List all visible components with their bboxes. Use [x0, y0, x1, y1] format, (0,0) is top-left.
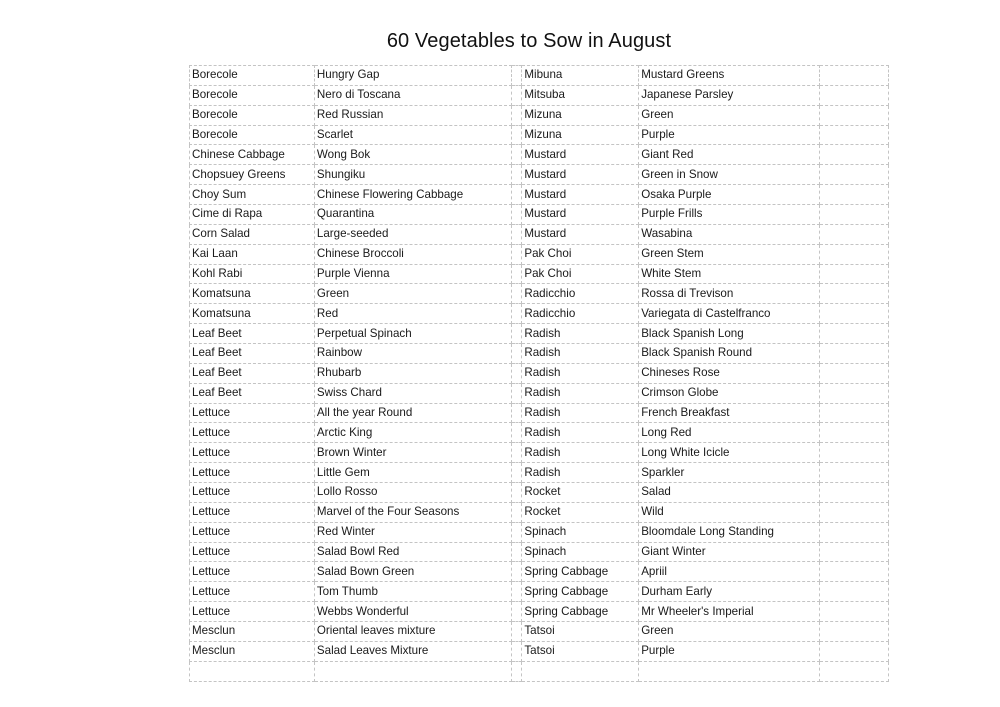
variety-cell: Shungiku	[314, 165, 511, 185]
vegetable-cell: Pak Choi	[522, 244, 639, 264]
vegetable-cell: Komatsuna	[190, 304, 315, 324]
spacer-cell	[512, 622, 522, 642]
spacer-cell	[512, 423, 522, 443]
empty-cell	[820, 165, 889, 185]
variety-cell: Green Stem	[639, 244, 820, 264]
variety-cell: Lollo Rosso	[314, 483, 511, 503]
table-row	[190, 403, 889, 423]
vegetable-cell: Radish	[522, 423, 639, 443]
variety-cell: Salad Leaves Mixture	[314, 641, 511, 661]
variety-cell: White Stem	[639, 264, 820, 284]
variety-cell: Salad Bowl Red	[314, 542, 511, 562]
vegetable-cell: Lettuce	[190, 423, 315, 443]
vegetable-cell: Mustard	[522, 165, 639, 185]
vegetable-cell: Spring Cabbage	[522, 602, 639, 622]
vegetable-cell: Spinach	[522, 542, 639, 562]
empty-cell	[820, 363, 889, 383]
vegetable-cell: Mustard	[522, 145, 639, 165]
spacer-cell	[512, 562, 522, 582]
empty-cell	[820, 105, 889, 125]
variety-cell: Green	[314, 284, 511, 304]
spacer-cell	[512, 105, 522, 125]
vegetable-cell: Lettuce	[190, 502, 315, 522]
table-row	[190, 582, 889, 602]
empty-cell	[820, 224, 889, 244]
variety-cell	[639, 661, 820, 681]
spacer-cell	[512, 463, 522, 483]
vegetable-cell	[190, 661, 315, 681]
empty-cell	[820, 641, 889, 661]
vegetable-cell: Borecole	[190, 105, 315, 125]
variety-cell: Hungry Gap	[314, 66, 511, 86]
vegetable-cell: Lettuce	[190, 582, 315, 602]
table-row	[190, 264, 889, 284]
variety-cell: Perpetual Spinach	[314, 324, 511, 344]
variety-cell: Rainbow	[314, 344, 511, 364]
variety-cell: Bloomdale Long Standing	[639, 522, 820, 542]
empty-cell	[820, 264, 889, 284]
table-row	[190, 324, 889, 344]
vegetable-cell: Tatsoi	[522, 622, 639, 642]
vegetable-cell: Lettuce	[190, 463, 315, 483]
table-row	[190, 145, 889, 165]
spacer-cell	[512, 641, 522, 661]
vegetable-cell	[522, 661, 639, 681]
spacer-cell	[512, 383, 522, 403]
empty-cell	[820, 125, 889, 145]
variety-cell: Scarlet	[314, 125, 511, 145]
table-row	[190, 661, 889, 681]
variety-cell: Purple Vienna	[314, 264, 511, 284]
vegetable-cell: Radish	[522, 383, 639, 403]
spacer-cell	[512, 602, 522, 622]
empty-cell	[820, 403, 889, 423]
table-row	[190, 85, 889, 105]
variety-cell: Wild	[639, 502, 820, 522]
empty-cell	[820, 582, 889, 602]
spacer-cell	[512, 363, 522, 383]
vegetable-cell: Spring Cabbage	[522, 582, 639, 602]
empty-cell	[820, 562, 889, 582]
variety-cell: Nero di Toscana	[314, 85, 511, 105]
vegetable-table	[189, 65, 889, 682]
variety-cell: Arctic King	[314, 423, 511, 443]
vegetable-cell: Chinese Cabbage	[190, 145, 315, 165]
empty-cell	[820, 522, 889, 542]
vegetable-cell: Radicchio	[522, 284, 639, 304]
table-row	[190, 125, 889, 145]
table-row	[190, 363, 889, 383]
spacer-cell	[512, 145, 522, 165]
vegetable-cell: Mustard	[522, 185, 639, 205]
table-row	[190, 483, 889, 503]
vegetable-cell: Borecole	[190, 125, 315, 145]
spacer-cell	[512, 661, 522, 681]
empty-cell	[820, 66, 889, 86]
table-row	[190, 423, 889, 443]
variety-cell: Durham Early	[639, 582, 820, 602]
spacer-cell	[512, 582, 522, 602]
spacer-cell	[512, 324, 522, 344]
vegetable-cell: Mustard	[522, 224, 639, 244]
variety-cell: Little Gem	[314, 463, 511, 483]
table-row	[190, 344, 889, 364]
variety-cell: Swiss Chard	[314, 383, 511, 403]
variety-cell: Wasabina	[639, 224, 820, 244]
vegetable-cell: Lettuce	[190, 483, 315, 503]
vegetable-cell: Leaf Beet	[190, 344, 315, 364]
table-row	[190, 284, 889, 304]
variety-cell: Sparkler	[639, 463, 820, 483]
variety-cell: Crimson Globe	[639, 383, 820, 403]
variety-cell: Red Russian	[314, 105, 511, 125]
variety-cell: Tom Thumb	[314, 582, 511, 602]
variety-cell	[314, 661, 511, 681]
variety-cell: Wong Bok	[314, 145, 511, 165]
vegetable-cell: Mizuna	[522, 125, 639, 145]
empty-cell	[820, 602, 889, 622]
variety-cell: Chinese Broccoli	[314, 244, 511, 264]
variety-cell: Variegata di Castelfranco	[639, 304, 820, 324]
vegetable-cell: Radish	[522, 344, 639, 364]
table-row	[190, 165, 889, 185]
vegetable-cell: Mustard	[522, 205, 639, 225]
spacer-cell	[512, 125, 522, 145]
variety-cell: Red	[314, 304, 511, 324]
spacer-cell	[512, 224, 522, 244]
variety-cell: Red Winter	[314, 522, 511, 542]
empty-cell	[820, 324, 889, 344]
spacer-cell	[512, 165, 522, 185]
table-row	[190, 641, 889, 661]
empty-cell	[820, 85, 889, 105]
empty-cell	[820, 483, 889, 503]
variety-cell: Large-seeded	[314, 224, 511, 244]
table-row	[190, 602, 889, 622]
table-row	[190, 463, 889, 483]
variety-cell: Giant Winter	[639, 542, 820, 562]
table-row	[190, 205, 889, 225]
table-row	[190, 562, 889, 582]
variety-cell: Salad Bown Green	[314, 562, 511, 582]
vegetable-cell: Choy Sum	[190, 185, 315, 205]
variety-cell: Rhubarb	[314, 363, 511, 383]
variety-cell: Oriental leaves mixture	[314, 622, 511, 642]
table-row	[190, 502, 889, 522]
empty-cell	[820, 284, 889, 304]
variety-cell: Chineses Rose	[639, 363, 820, 383]
variety-cell: Purple	[639, 125, 820, 145]
spacer-cell	[512, 205, 522, 225]
empty-cell	[820, 443, 889, 463]
empty-cell	[820, 542, 889, 562]
variety-cell: Salad	[639, 483, 820, 503]
vegetable-cell: Radicchio	[522, 304, 639, 324]
vegetable-cell: Mesclun	[190, 622, 315, 642]
table-row	[190, 383, 889, 403]
variety-cell: Giant Red	[639, 145, 820, 165]
vegetable-cell: Mibuna	[522, 66, 639, 86]
vegetable-cell: Radish	[522, 403, 639, 423]
variety-cell: Long Red	[639, 423, 820, 443]
spacer-cell	[512, 85, 522, 105]
variety-cell: Webbs Wonderful	[314, 602, 511, 622]
empty-cell	[820, 344, 889, 364]
table-row	[190, 224, 889, 244]
spacer-cell	[512, 443, 522, 463]
variety-cell: Apriil	[639, 562, 820, 582]
page-title: 60 Vegetables to Sow in August	[386, 30, 672, 52]
variety-cell: Mr Wheeler's Imperial	[639, 602, 820, 622]
vegetable-cell: Rocket	[522, 483, 639, 503]
vegetable-cell: Mesclun	[190, 641, 315, 661]
spacer-cell	[512, 304, 522, 324]
spacer-cell	[512, 483, 522, 503]
vegetable-cell: Cime di Rapa	[190, 205, 315, 225]
table-row	[190, 522, 889, 542]
empty-cell	[820, 145, 889, 165]
vegetable-cell: Kai Laan	[190, 244, 315, 264]
vegetable-cell: Lettuce	[190, 562, 315, 582]
empty-cell	[820, 463, 889, 483]
empty-cell	[820, 502, 889, 522]
vegetable-cell: Chopsuey Greens	[190, 165, 315, 185]
variety-cell: Purple Frills	[639, 205, 820, 225]
spacer-cell	[512, 284, 522, 304]
empty-cell	[820, 304, 889, 324]
empty-cell	[820, 423, 889, 443]
vegetable-cell: Lettuce	[190, 542, 315, 562]
variety-cell: Purple	[639, 641, 820, 661]
variety-cell: Osaka Purple	[639, 185, 820, 205]
variety-cell: French Breakfast	[639, 403, 820, 423]
vegetable-cell: Borecole	[190, 66, 315, 86]
empty-cell	[820, 661, 889, 681]
table-row	[190, 185, 889, 205]
table-row	[190, 105, 889, 125]
spacer-cell	[512, 244, 522, 264]
vegetable-cell: Komatsuna	[190, 284, 315, 304]
vegetable-cell: Mizuna	[522, 105, 639, 125]
variety-cell: Chinese Flowering Cabbage	[314, 185, 511, 205]
vegetable-cell: Lettuce	[190, 443, 315, 463]
empty-cell	[820, 622, 889, 642]
spacer-cell	[512, 344, 522, 364]
spacer-cell	[512, 66, 522, 86]
variety-cell: Black Spanish Long	[639, 324, 820, 344]
spacer-cell	[512, 403, 522, 423]
spacer-cell	[512, 542, 522, 562]
spacer-cell	[512, 264, 522, 284]
table-row	[190, 542, 889, 562]
vegetable-cell: Radish	[522, 463, 639, 483]
variety-cell: Black Spanish Round	[639, 344, 820, 364]
vegetable-cell: Lettuce	[190, 602, 315, 622]
variety-cell: Japanese Parsley	[639, 85, 820, 105]
empty-cell	[820, 185, 889, 205]
vegetable-cell: Leaf Beet	[190, 363, 315, 383]
variety-cell: Marvel of the Four Seasons	[314, 502, 511, 522]
vegetable-cell: Radish	[522, 363, 639, 383]
spacer-cell	[512, 522, 522, 542]
variety-cell: Long White Icicle	[639, 443, 820, 463]
vegetable-cell: Mitsuba	[522, 85, 639, 105]
table-row	[190, 304, 889, 324]
variety-cell: All the year Round	[314, 403, 511, 423]
table-row	[190, 622, 889, 642]
vegetable-cell: Radish	[522, 443, 639, 463]
variety-cell: Green	[639, 622, 820, 642]
vegetable-cell: Spring Cabbage	[522, 562, 639, 582]
variety-cell: Rossa di Trevison	[639, 284, 820, 304]
variety-cell: Brown Winter	[314, 443, 511, 463]
vegetable-table-body	[190, 66, 889, 682]
vegetable-cell: Pak Choi	[522, 264, 639, 284]
variety-cell: Green	[639, 105, 820, 125]
vegetable-cell: Radish	[522, 324, 639, 344]
variety-cell: Quarantina	[314, 205, 511, 225]
vegetable-cell: Lettuce	[190, 403, 315, 423]
vegetable-cell: Tatsoi	[522, 641, 639, 661]
vegetable-cell: Leaf Beet	[190, 383, 315, 403]
empty-cell	[820, 244, 889, 264]
empty-cell	[820, 383, 889, 403]
table-row	[190, 443, 889, 463]
vegetable-cell: Lettuce	[190, 522, 315, 542]
vegetable-cell: Spinach	[522, 522, 639, 542]
vegetable-cell: Leaf Beet	[190, 324, 315, 344]
vegetable-cell: Rocket	[522, 502, 639, 522]
table-row	[190, 244, 889, 264]
spacer-cell	[512, 502, 522, 522]
spacer-cell	[512, 185, 522, 205]
variety-cell: Mustard Greens	[639, 66, 820, 86]
vegetable-cell: Kohl Rabi	[190, 264, 315, 284]
table-row	[190, 66, 889, 86]
vegetable-cell: Corn Salad	[190, 224, 315, 244]
vegetable-cell: Borecole	[190, 85, 315, 105]
empty-cell	[820, 205, 889, 225]
variety-cell: Green in Snow	[639, 165, 820, 185]
